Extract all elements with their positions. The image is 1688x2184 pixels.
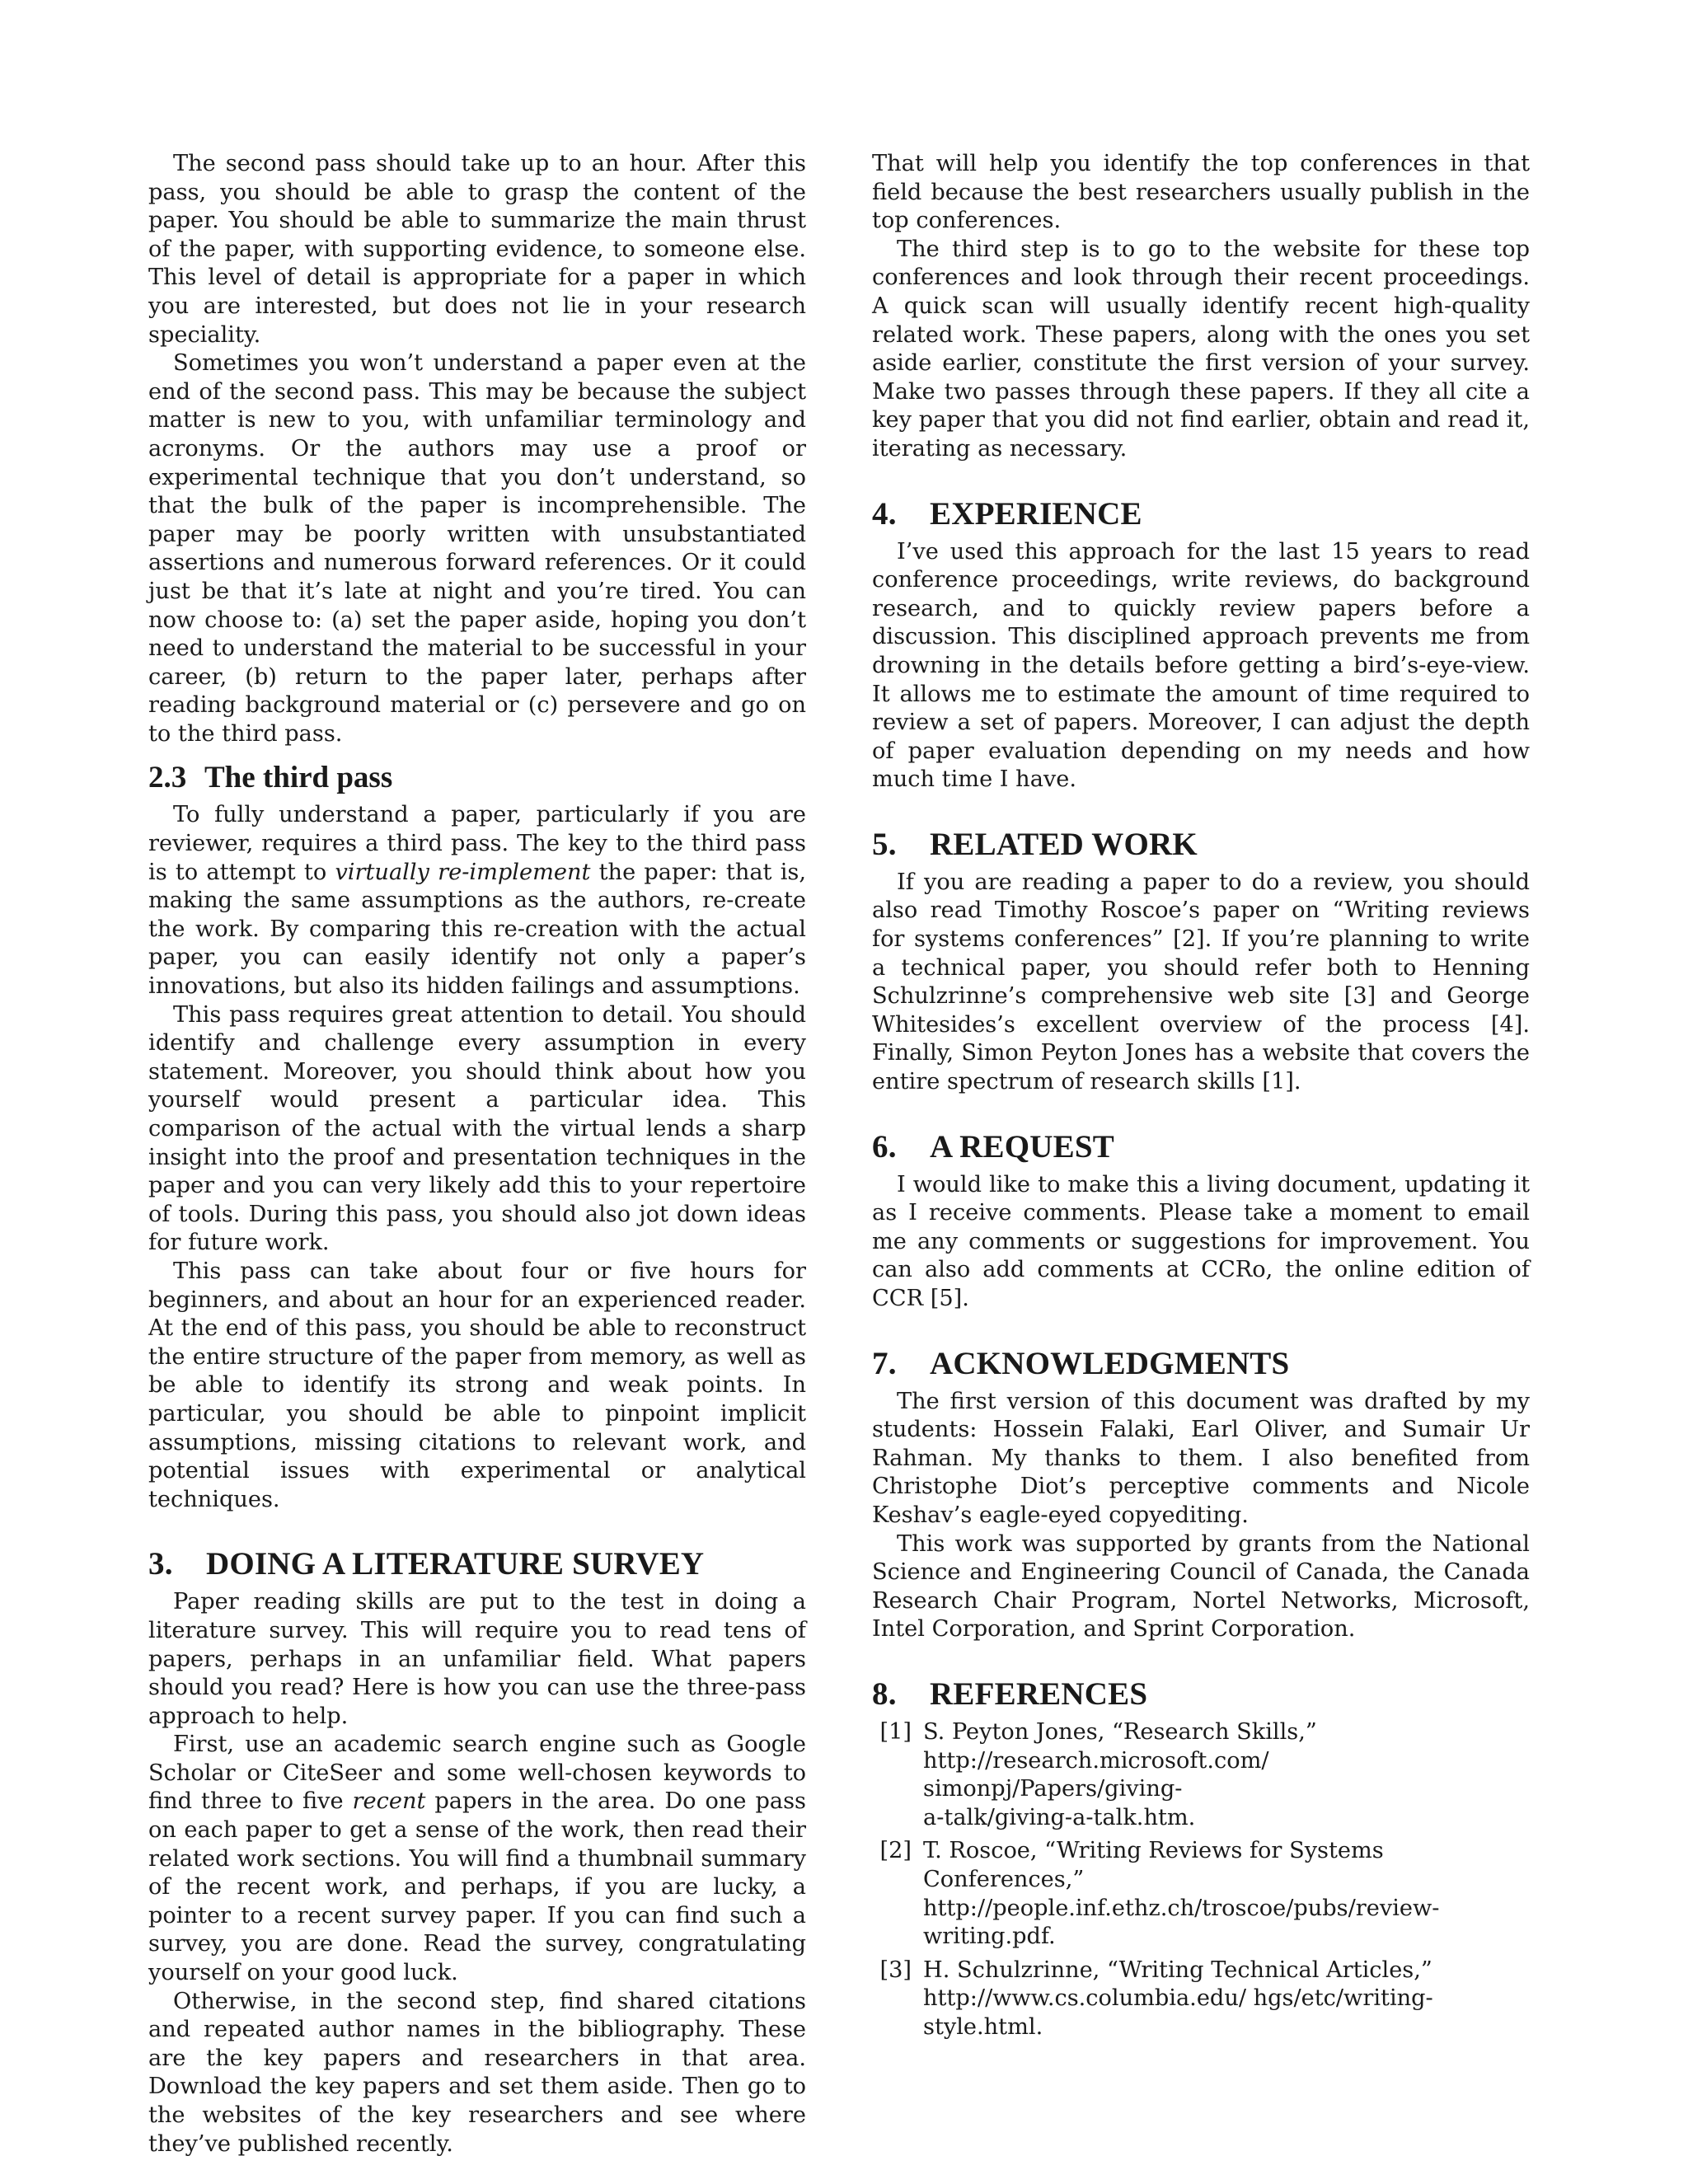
section-heading-acknowledgments — [872, 1347, 1530, 1381]
paragraph-acknowledgments-grants: This work was supported by grants from the National Science and Engineering Council of Canada, the Canada Research Chair Program, Nortel Networks, Microsoft, Intel Corporation, and Sprint Corporation. — [872, 1530, 1530, 1643]
paragraph-attention-detail: This pass requires great attention to detail. You should identify and challenge every assumption in every statement. Moreover, you should think about how you yourself would present a particular idea. This comparison of the actual with the virtual lends a sharp insight into the proof and presentation techniques in the paper and you can very likely add this to your repertoire of tools. During this pass, you should also jot down ideas for future work. — [148, 1001, 806, 1256]
paragraph-experience: I’ve used this approach for the last 15 years to read conference proceedings, write reviews, do background research, and to quickly review papers before a discussion. This disciplined approach prevents me from drowning in the details before getting a bird’s-eye-view. It allows me to estimate the amount of time required to review a set of papers. Moreover, I can adjust the depth of paper evaluation depending on my needs and how much time I have. — [872, 538, 1530, 793]
text-span: the paper: that is, making the same assumptions as the authors, re-create the work. By comparing this re-creation with the actual paper, you can easily identify not only a paper’s innovations, but also its hidden failings and assumptions. — [148, 859, 806, 1000]
reference-line: S. Peyton Jones, “Research Skills,” — [923, 1718, 1317, 1745]
paragraph-request: I would like to make this a living document, updating it as I receive comments. Please take a moment to email me any comments or suggestions for improvement. You can also add comments at CCRo, the online edition of CCR [5]. — [872, 1171, 1530, 1311]
text-span: To fully understand a paper, particularly if you are reviewer, requires a third pass. The key to the third pass is to attempt to — [148, 802, 806, 885]
paragraph-acknowledgments-students: The first version of this document was drafted by my students: Hossein Falaki, Earl Oliver, and Sumair Ur Rahman. My thanks to them. I also benefited from Christophe Diot’s perceptive comments and Nicole Keshav’s eagle-eyed copyediting. — [872, 1388, 1530, 1528]
reference-number: [1] — [879, 1718, 912, 1745]
paragraph-pass-duration: This pass can take about four or five hours for beginners, and about an hour for an experienced reader. At the end of this pass, you should be able to reconstruct the entire structure of the paper from memory, as well as be able to identify its strong and weak points. In particular, you should be able to pinpoint implicit assumptions, missing citations to relevant work, and potential issues with experimental or analytical techniques. — [148, 1258, 806, 1512]
emphasis-virtually-reimplement: virtually re-implement — [335, 859, 591, 885]
section-title: A REQUEST — [930, 1128, 1114, 1165]
section-heading-references — [872, 1677, 1530, 1712]
subsection-heading-third-pass — [148, 762, 806, 794]
subsection-number: 2.3 — [148, 761, 187, 795]
reference-body — [923, 1837, 1530, 1951]
section-number: 3. — [148, 1546, 173, 1582]
section-title: RELATED WORK — [930, 826, 1198, 862]
paragraph-survey-first-step — [148, 1731, 806, 1987]
paragraph-third-pass-intro — [148, 801, 806, 1001]
reference-url[interactable]: http://people.inf.ethz.ch/troscoe/pubs/review- — [923, 1895, 1440, 1921]
reference-item — [872, 1957, 1530, 2042]
text-span: First, use an academic search engine such as Google Scholar or CiteSeer and some well-chosen keywords to find three to five — [148, 1732, 806, 1815]
section-number: 4. — [872, 495, 897, 532]
reference-item — [872, 1718, 1530, 1832]
reference-number: [3] — [879, 1957, 912, 1983]
paragraph-survey-intro: Paper reading skills are put to the test in doing a literature survey. This will require you to read tens of papers, perhaps in an unfamiliar field. What papers should you read? Here is how you can use the three-pass approach to help. — [148, 1589, 806, 1729]
text-span: papers in the area. Do one pass on each paper to get a sense of the work, then read their related work sections. You will find a thumbnail summary of the recent work, and perhaps, if you are lucky, a pointer to a recent survey paper. If you can find such a survey, you are done. Read the survey, congratulating yourself on your good luck. — [148, 1788, 806, 1986]
reference-line: Conferences,” — [923, 1866, 1085, 1892]
reference-url[interactable]: http://research.microsoft.com/ simonpj/Papers/giving- — [923, 1747, 1269, 1802]
paragraph-second-pass-duration: The second pass should take up to an hour. After this pass, you should be able to grasp the content of the paper. You should be able to summarize the main thrust of the paper, with supporting evidence, to someone else. This level of detail is appropriate for a paper in which you are interested, but does not lie in your research speciality. — [148, 151, 806, 348]
section-number: 7. — [872, 1345, 897, 1381]
reference-line: T. Roscoe, “Writing Reviews for Systems — [923, 1838, 1384, 1864]
reference-line: H. Schulzrinne, “Writing Technical Articles,” — [923, 1957, 1432, 1983]
section-title: EXPERIENCE — [930, 495, 1142, 532]
section-heading-literature-survey — [148, 1547, 806, 1582]
paragraph-survey-third-step: The third step is to go to the website for these top conferences and look through their recent proceedings. A quick scan will usually identify recent high-quality related work. These papers, along with the ones you set aside earlier, constitute the first version of your survey. Make two passes through these papers. If they all cite a key paper that you did not find earlier, obtain and read it, iterating as necessary. — [872, 236, 1530, 462]
paragraph-not-understanding: Sometimes you won’t understand a paper even at the end of the second pass. This may be because the subject matter is new to you, with unfamiliar terminology and acronyms. Or the authors may use a proof or experimental technique that you don’t understand, so that the bulk of the paper is incomprehensible. The paper may be poorly written with unsubstantiated assertions and numerous forward references. Or it could just be that it’s late at night and you’re tired. You can now choose to: (a) set the paper aside, hoping you don’t need to understand the material to be successful in your career, (b) return to the paper later, perhaps after reading background material or (c) persevere and go on to the third pass. — [148, 350, 806, 747]
section-title: ACKNOWLEDGMENTS — [930, 1345, 1290, 1381]
reference-item — [872, 1837, 1530, 1951]
section-title: REFERENCES — [930, 1675, 1148, 1712]
section-number: 5. — [872, 826, 897, 862]
section-number: 8. — [872, 1675, 897, 1712]
subsection-title: The third pass — [204, 761, 393, 795]
reference-url[interactable]: a-talk/giving-a-talk.htm. — [923, 1804, 1196, 1830]
section-heading-request — [872, 1130, 1530, 1165]
section-heading-related-work — [872, 827, 1530, 862]
reference-url[interactable]: writing.pdf. — [923, 1924, 1056, 1950]
section-number: 6. — [872, 1128, 897, 1165]
reference-url[interactable]: http://www.cs.columbia.edu/ hgs/etc/writing- — [923, 1985, 1433, 2012]
reference-list — [872, 1718, 1530, 2042]
reference-body — [923, 1957, 1530, 2042]
left-column — [148, 150, 806, 2158]
section-heading-experience — [872, 497, 1530, 532]
reference-body — [923, 1718, 1530, 1832]
paragraph-related-work: If you are reading a paper to do a review, you should also read Timothy Roscoe’s paper on “Writing reviews for systems conferences” [2]. If you’re planning to write a technical paper, you should refer both to Henning Schulzrinne’s comprehensive web site [3] and George Whitesides’s excellent overview of the process [4]. Finally, Simon Peyton Jones has a website that covers the entire spectrum of research skills [1]. — [872, 869, 1530, 1095]
emphasis-recent: recent — [352, 1788, 426, 1815]
reference-number: [2] — [879, 1838, 912, 1864]
reference-url[interactable]: style.html. — [923, 2013, 1043, 2040]
paragraph-continuation: That will help you identify the top conferences in that field because the best researchers usually publish in the top conferences. — [872, 151, 1530, 234]
right-column — [872, 150, 1530, 2046]
section-title: DOING A LITERATURE SURVEY — [206, 1546, 705, 1582]
paragraph-survey-second-step: Otherwise, in the second step, find shared citations and repeated author names in the bibliography. These are the key papers and researchers in that area. Download the key papers and set them aside. Then go to the websites of the key researchers and see where they’ve published recently. — [148, 1988, 806, 2157]
